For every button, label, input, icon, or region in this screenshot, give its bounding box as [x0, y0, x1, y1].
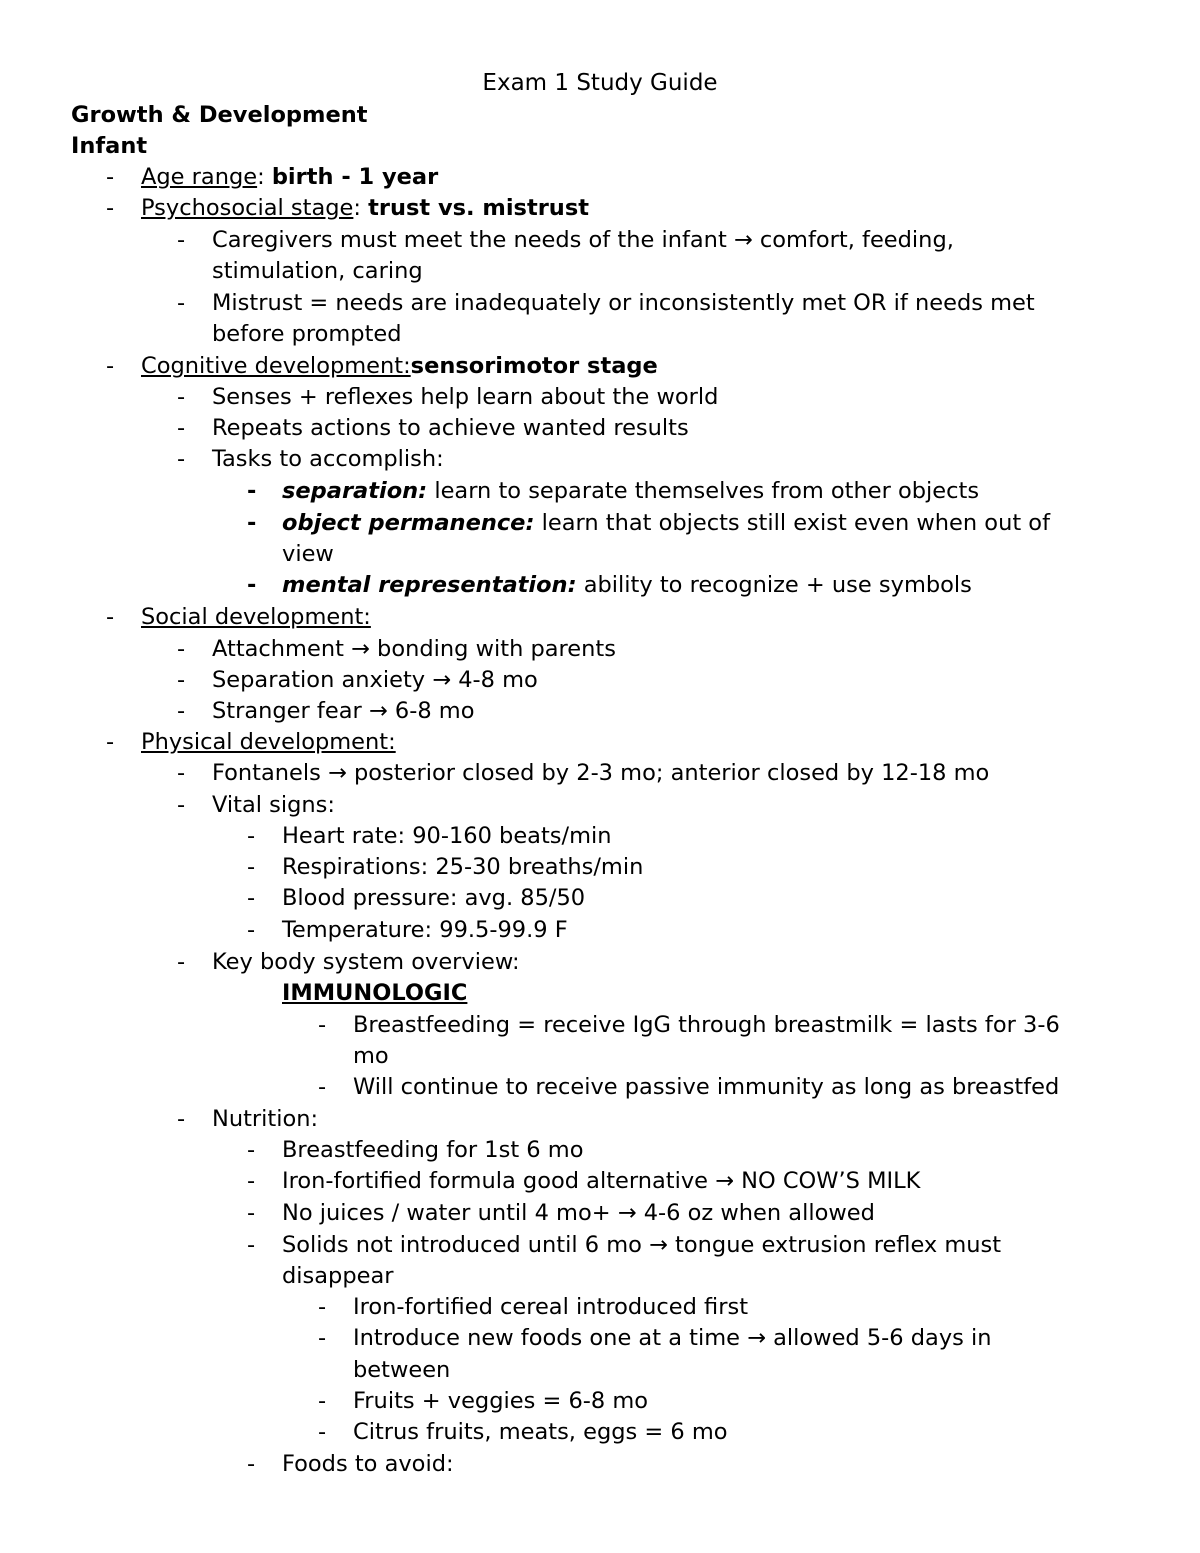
term-mental-representation-text: ability to recognize + use symbols [576, 572, 972, 598]
bullet-dash: - [318, 1074, 327, 1100]
term-separation: separation: [282, 478, 428, 504]
term-mental-representation: mental representation: [282, 572, 577, 598]
bullet-dash: - [247, 1168, 256, 1194]
list-item-continuation: before prompted [212, 321, 402, 347]
list-item: No juices / water until 4 mo+ → 4-6 oz when allowed [282, 1200, 875, 1226]
section-heading: Growth & Development [71, 102, 368, 128]
bullet-dash: - [318, 1419, 327, 1445]
bullet-dash: - [177, 667, 186, 693]
bullet-dash: - [247, 823, 256, 849]
list-item: Citrus fruits, meats, eggs = 6 mo [353, 1419, 728, 1445]
list-item: Breastfeeding for 1st 6 mo [282, 1137, 584, 1163]
bullet-dash: - [247, 1137, 256, 1163]
list-item: Heart rate: 90-160 beats/min [282, 823, 612, 849]
bullet-dash: - [177, 384, 186, 410]
document-title: Exam 1 Study Guide [482, 70, 718, 96]
list-item: Senses + reflexes help learn about the world [212, 384, 719, 410]
bullet-dash: - [247, 1232, 256, 1258]
list-item-continuation: stimulation, caring [212, 258, 423, 284]
list-item: Repeats actions to achieve wanted results [212, 415, 689, 441]
task-separation [282, 476, 979, 507]
list-item: Nutrition: [212, 1106, 319, 1132]
bullet-dash: - [106, 164, 115, 190]
bullet-dash: - [106, 195, 115, 221]
bullet-dash: - [318, 1325, 327, 1351]
bullet-dash: - [318, 1388, 327, 1414]
list-item-continuation: view [282, 541, 334, 567]
bullet-dash: - [106, 353, 115, 379]
physical-label: Physical development: [141, 729, 396, 755]
subsection-heading: Infant [71, 133, 148, 159]
list-item: Introduce new foods one at a time → allowed 5-6 days in [353, 1325, 992, 1351]
age-range-item [141, 162, 438, 193]
list-item: Tasks to accomplish: [212, 446, 444, 472]
list-item: Attachment → bonding with parents [212, 636, 616, 662]
psychosocial-item [141, 193, 589, 224]
list-item-continuation: disappear [282, 1263, 394, 1289]
list-item: Fontanels → posterior closed by 2-3 mo; anterior closed by 12-18 mo [212, 760, 990, 786]
psychosocial-label: Psychosocial stage [141, 195, 354, 221]
list-item: Foods to avoid: [282, 1451, 454, 1477]
bullet-dash: - [318, 1012, 327, 1038]
bullet-dash: - [177, 1106, 186, 1132]
bullet-dash: - [177, 949, 186, 975]
task-mental-representation [282, 570, 972, 601]
list-item: Respirations: 25-30 breaths/min [282, 854, 644, 880]
bullet-dash: - [247, 917, 256, 943]
list-item: Fruits + veggies = 6-8 mo [353, 1388, 649, 1414]
list-item: Separation anxiety → 4-8 mo [212, 667, 538, 693]
cognitive-label: Cognitive development: [141, 353, 411, 379]
bullet-dash: - [247, 572, 257, 598]
list-item: Blood pressure: avg. 85/50 [282, 885, 586, 911]
list-item: Stranger fear → 6-8 mo [212, 698, 475, 724]
list-item: Caregivers must meet the needs of the infant → comfort, feeding, [212, 227, 954, 253]
bullet-dash: - [247, 885, 256, 911]
bullet-dash: - [247, 1200, 256, 1226]
bullet-dash: - [247, 510, 257, 536]
list-item: Iron-fortified cereal introduced first [353, 1294, 749, 1320]
task-object-permanence [282, 508, 1050, 539]
list-item-continuation: between [353, 1357, 451, 1383]
term-separation-text: learn to separate themselves from other objects [427, 478, 980, 504]
list-item: Solids not introduced until 6 mo → tongue extrusion reflex must [282, 1232, 1002, 1258]
psychosocial-value: trust vs. mistrust [368, 195, 589, 221]
term-object-permanence: object permanence: [282, 510, 535, 536]
immunologic-heading: IMMUNOLOGIC [282, 980, 468, 1006]
bullet-dash: - [177, 698, 186, 724]
list-item: Breastfeeding = receive IgG through breastmilk = lasts for 3-6 [353, 1012, 1060, 1038]
list-item-continuation: mo [353, 1043, 389, 1069]
bullet-dash: - [106, 729, 115, 755]
bullet-dash: - [177, 290, 186, 316]
social-label: Social development: [141, 604, 371, 630]
bullet-dash: - [177, 792, 186, 818]
list-item: Temperature: 99.5-99.9 F [282, 917, 568, 943]
bullet-dash: - [177, 446, 186, 472]
bullet-dash: - [318, 1294, 327, 1320]
cognitive-item [141, 351, 658, 382]
list-item: Vital signs: [212, 792, 335, 818]
list-item: Key body system overview: [212, 949, 520, 975]
bullet-dash: - [177, 636, 186, 662]
cognitive-value: sensorimotor stage [410, 353, 658, 379]
bullet-dash: - [177, 227, 186, 253]
list-item: Will continue to receive passive immunity as long as breastfed [353, 1074, 1060, 1100]
bullet-dash: - [247, 854, 256, 880]
bullet-dash: - [177, 415, 186, 441]
age-range-value: birth - 1 year [271, 164, 439, 190]
bullet-dash: - [177, 760, 186, 786]
list-item: Iron-fortified formula good alternative → NO COW’S MILK [282, 1168, 921, 1194]
age-range-sep: : [257, 164, 272, 190]
term-object-permanence-text: learn that objects still exist even when out of [534, 510, 1050, 536]
list-item: Mistrust = needs are inadequately or inconsistently met OR if needs met [212, 290, 1035, 316]
age-range-label: Age range [141, 164, 258, 190]
bullet-dash: - [106, 604, 115, 630]
bullet-dash: - [247, 1451, 256, 1477]
psychosocial-sep: : [353, 195, 369, 221]
bullet-dash: - [247, 478, 257, 504]
